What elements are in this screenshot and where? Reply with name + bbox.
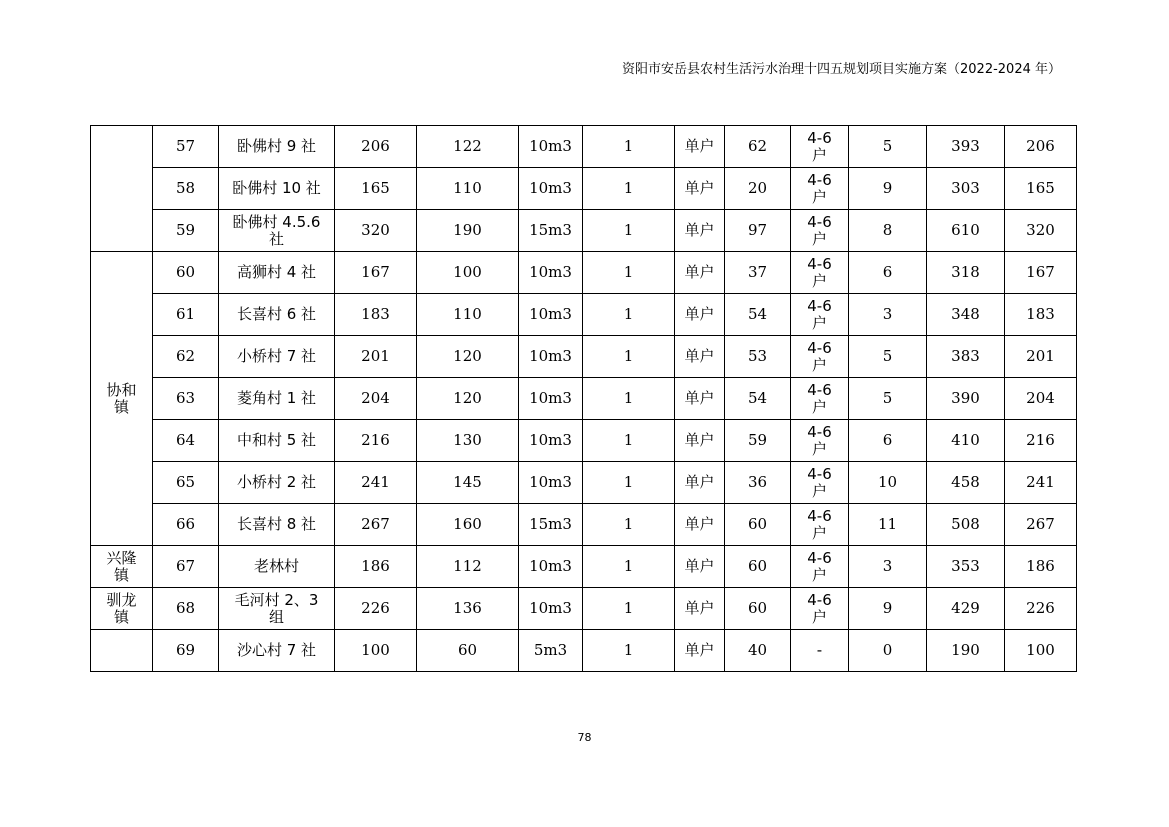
- town-cell: 兴隆 镇: [91, 546, 153, 588]
- col-b-cell: 130: [417, 420, 519, 462]
- col-c-cell: 9: [849, 168, 927, 210]
- row-number-cell: 67: [153, 546, 219, 588]
- type-cell: 单户: [675, 420, 725, 462]
- town-cell: 驯龙 镇: [91, 588, 153, 630]
- hh-range-cell: 4-6 户: [791, 420, 849, 462]
- col-c-cell: 11: [849, 504, 927, 546]
- col-c-cell: 6: [849, 252, 927, 294]
- col-e-cell: 186: [1005, 546, 1077, 588]
- col-households-cell: 97: [725, 210, 791, 252]
- type-cell: 单户: [675, 588, 725, 630]
- col-households-cell: 62: [725, 126, 791, 168]
- type-cell: 单户: [675, 378, 725, 420]
- col-a-cell: 206: [335, 126, 417, 168]
- row-number-cell: 69: [153, 630, 219, 672]
- col-c-cell: 0: [849, 630, 927, 672]
- type-cell: 单户: [675, 252, 725, 294]
- count-cell: 1: [583, 210, 675, 252]
- col-households-cell: 37: [725, 252, 791, 294]
- col-d-cell: 348: [927, 294, 1005, 336]
- col-households-cell: 40: [725, 630, 791, 672]
- col-households-cell: 59: [725, 420, 791, 462]
- hh-range-cell: 4-6 户: [791, 168, 849, 210]
- col-b-cell: 100: [417, 252, 519, 294]
- col-e-cell: 165: [1005, 168, 1077, 210]
- count-cell: 1: [583, 336, 675, 378]
- table-body: [91, 126, 1077, 672]
- page-number: 78: [577, 731, 592, 744]
- tank-volume-cell: 10m3: [519, 462, 583, 504]
- col-d-cell: 353: [927, 546, 1005, 588]
- village-name-cell: 卧佛村 9 社: [219, 126, 335, 168]
- col-a-cell: 201: [335, 336, 417, 378]
- town-cell: [91, 126, 153, 252]
- col-d-cell: 458: [927, 462, 1005, 504]
- col-c-cell: 8: [849, 210, 927, 252]
- col-b-cell: 110: [417, 294, 519, 336]
- tank-volume-cell: 10m3: [519, 336, 583, 378]
- col-e-cell: 100: [1005, 630, 1077, 672]
- table-row: [91, 630, 1077, 672]
- col-c-cell: 3: [849, 294, 927, 336]
- count-cell: 1: [583, 588, 675, 630]
- col-households-cell: 60: [725, 546, 791, 588]
- hh-range-cell: 4-6 户: [791, 336, 849, 378]
- col-households-cell: 60: [725, 588, 791, 630]
- village-name-cell: 老林村: [219, 546, 335, 588]
- type-cell: 单户: [675, 210, 725, 252]
- col-households-cell: 36: [725, 462, 791, 504]
- type-cell: 单户: [675, 462, 725, 504]
- type-cell: 单户: [675, 336, 725, 378]
- table-row: [91, 378, 1077, 420]
- col-c-cell: 6: [849, 420, 927, 462]
- village-name-cell: 长喜村 8 社: [219, 504, 335, 546]
- col-c-cell: 5: [849, 336, 927, 378]
- table-row: [91, 336, 1077, 378]
- table-row: [91, 294, 1077, 336]
- count-cell: 1: [583, 378, 675, 420]
- col-b-cell: 110: [417, 168, 519, 210]
- count-cell: 1: [583, 126, 675, 168]
- col-e-cell: 206: [1005, 126, 1077, 168]
- village-name-cell: 小桥村 2 社: [219, 462, 335, 504]
- col-b-cell: 112: [417, 546, 519, 588]
- table-row: [91, 588, 1077, 630]
- col-households-cell: 54: [725, 294, 791, 336]
- col-households-cell: 54: [725, 378, 791, 420]
- tank-volume-cell: 10m3: [519, 252, 583, 294]
- table-row: [91, 126, 1077, 168]
- village-name-cell: 中和村 5 社: [219, 420, 335, 462]
- village-name-cell: 长喜村 6 社: [219, 294, 335, 336]
- row-number-cell: 57: [153, 126, 219, 168]
- tank-volume-cell: 10m3: [519, 294, 583, 336]
- col-d-cell: 390: [927, 378, 1005, 420]
- type-cell: 单户: [675, 126, 725, 168]
- col-b-cell: 145: [417, 462, 519, 504]
- village-name-cell: 沙心村 7 社: [219, 630, 335, 672]
- hh-range-cell: 4-6 户: [791, 252, 849, 294]
- hh-range-cell: 4-6 户: [791, 546, 849, 588]
- col-b-cell: 122: [417, 126, 519, 168]
- col-e-cell: 267: [1005, 504, 1077, 546]
- col-a-cell: 165: [335, 168, 417, 210]
- count-cell: 1: [583, 294, 675, 336]
- hh-range-cell: -: [791, 630, 849, 672]
- col-a-cell: 216: [335, 420, 417, 462]
- col-e-cell: 183: [1005, 294, 1077, 336]
- count-cell: 1: [583, 630, 675, 672]
- count-cell: 1: [583, 504, 675, 546]
- table-row: [91, 210, 1077, 252]
- town-cell: [91, 630, 153, 672]
- hh-range-cell: 4-6 户: [791, 378, 849, 420]
- tank-volume-cell: 10m3: [519, 546, 583, 588]
- tank-volume-cell: 10m3: [519, 420, 583, 462]
- row-number-cell: 68: [153, 588, 219, 630]
- type-cell: 单户: [675, 504, 725, 546]
- col-a-cell: 320: [335, 210, 417, 252]
- tank-volume-cell: 10m3: [519, 588, 583, 630]
- col-e-cell: 216: [1005, 420, 1077, 462]
- tank-volume-cell: 15m3: [519, 210, 583, 252]
- hh-range-cell: 4-6 户: [791, 588, 849, 630]
- col-e-cell: 226: [1005, 588, 1077, 630]
- col-c-cell: 5: [849, 378, 927, 420]
- tank-volume-cell: 10m3: [519, 126, 583, 168]
- col-b-cell: 120: [417, 336, 519, 378]
- row-number-cell: 65: [153, 462, 219, 504]
- col-a-cell: 183: [335, 294, 417, 336]
- col-e-cell: 204: [1005, 378, 1077, 420]
- table-row: [91, 504, 1077, 546]
- project-table: [90, 125, 1077, 672]
- hh-range-cell: 4-6 户: [791, 462, 849, 504]
- col-b-cell: 60: [417, 630, 519, 672]
- type-cell: 单户: [675, 546, 725, 588]
- row-number-cell: 61: [153, 294, 219, 336]
- village-name-cell: 卧佛村 10 社: [219, 168, 335, 210]
- row-number-cell: 58: [153, 168, 219, 210]
- count-cell: 1: [583, 420, 675, 462]
- type-cell: 单户: [675, 294, 725, 336]
- row-number-cell: 66: [153, 504, 219, 546]
- type-cell: 单户: [675, 630, 725, 672]
- col-a-cell: 100: [335, 630, 417, 672]
- type-cell: 单户: [675, 168, 725, 210]
- col-b-cell: 160: [417, 504, 519, 546]
- village-name-cell: 卧佛村 4.5.6 社: [219, 210, 335, 252]
- tank-volume-cell: 15m3: [519, 504, 583, 546]
- col-d-cell: 393: [927, 126, 1005, 168]
- table-row: [91, 252, 1077, 294]
- row-number-cell: 63: [153, 378, 219, 420]
- row-number-cell: 59: [153, 210, 219, 252]
- col-d-cell: 303: [927, 168, 1005, 210]
- hh-range-cell: 4-6 户: [791, 294, 849, 336]
- col-a-cell: 267: [335, 504, 417, 546]
- table-row: [91, 420, 1077, 462]
- table-row: [91, 462, 1077, 504]
- tank-volume-cell: 5m3: [519, 630, 583, 672]
- row-number-cell: 62: [153, 336, 219, 378]
- col-c-cell: 10: [849, 462, 927, 504]
- table-row: [91, 546, 1077, 588]
- col-a-cell: 241: [335, 462, 417, 504]
- count-cell: 1: [583, 462, 675, 504]
- hh-range-cell: 4-6 户: [791, 210, 849, 252]
- document-header: 资阳市安岳县农村生活污水治理十四五规划项目实施方案（2022-2024 年）: [622, 62, 1061, 77]
- col-c-cell: 9: [849, 588, 927, 630]
- col-b-cell: 136: [417, 588, 519, 630]
- col-c-cell: 5: [849, 126, 927, 168]
- village-name-cell: 高狮村 4 社: [219, 252, 335, 294]
- count-cell: 1: [583, 168, 675, 210]
- col-d-cell: 410: [927, 420, 1005, 462]
- village-name-cell: 毛河村 2、3 组: [219, 588, 335, 630]
- col-e-cell: 320: [1005, 210, 1077, 252]
- col-d-cell: 190: [927, 630, 1005, 672]
- col-e-cell: 201: [1005, 336, 1077, 378]
- col-households-cell: 53: [725, 336, 791, 378]
- col-a-cell: 167: [335, 252, 417, 294]
- count-cell: 1: [583, 252, 675, 294]
- col-a-cell: 204: [335, 378, 417, 420]
- table-row: [91, 168, 1077, 210]
- col-a-cell: 226: [335, 588, 417, 630]
- col-e-cell: 241: [1005, 462, 1077, 504]
- row-number-cell: 60: [153, 252, 219, 294]
- tank-volume-cell: 10m3: [519, 378, 583, 420]
- town-cell: 协和 镇: [91, 252, 153, 546]
- col-d-cell: 610: [927, 210, 1005, 252]
- col-b-cell: 120: [417, 378, 519, 420]
- hh-range-cell: 4-6 户: [791, 126, 849, 168]
- col-a-cell: 186: [335, 546, 417, 588]
- col-d-cell: 318: [927, 252, 1005, 294]
- col-households-cell: 60: [725, 504, 791, 546]
- col-b-cell: 190: [417, 210, 519, 252]
- village-name-cell: 小桥村 7 社: [219, 336, 335, 378]
- col-d-cell: 508: [927, 504, 1005, 546]
- row-number-cell: 64: [153, 420, 219, 462]
- hh-range-cell: 4-6 户: [791, 504, 849, 546]
- col-d-cell: 383: [927, 336, 1005, 378]
- count-cell: 1: [583, 546, 675, 588]
- village-name-cell: 菱角村 1 社: [219, 378, 335, 420]
- col-e-cell: 167: [1005, 252, 1077, 294]
- col-households-cell: 20: [725, 168, 791, 210]
- col-d-cell: 429: [927, 588, 1005, 630]
- col-c-cell: 3: [849, 546, 927, 588]
- tank-volume-cell: 10m3: [519, 168, 583, 210]
